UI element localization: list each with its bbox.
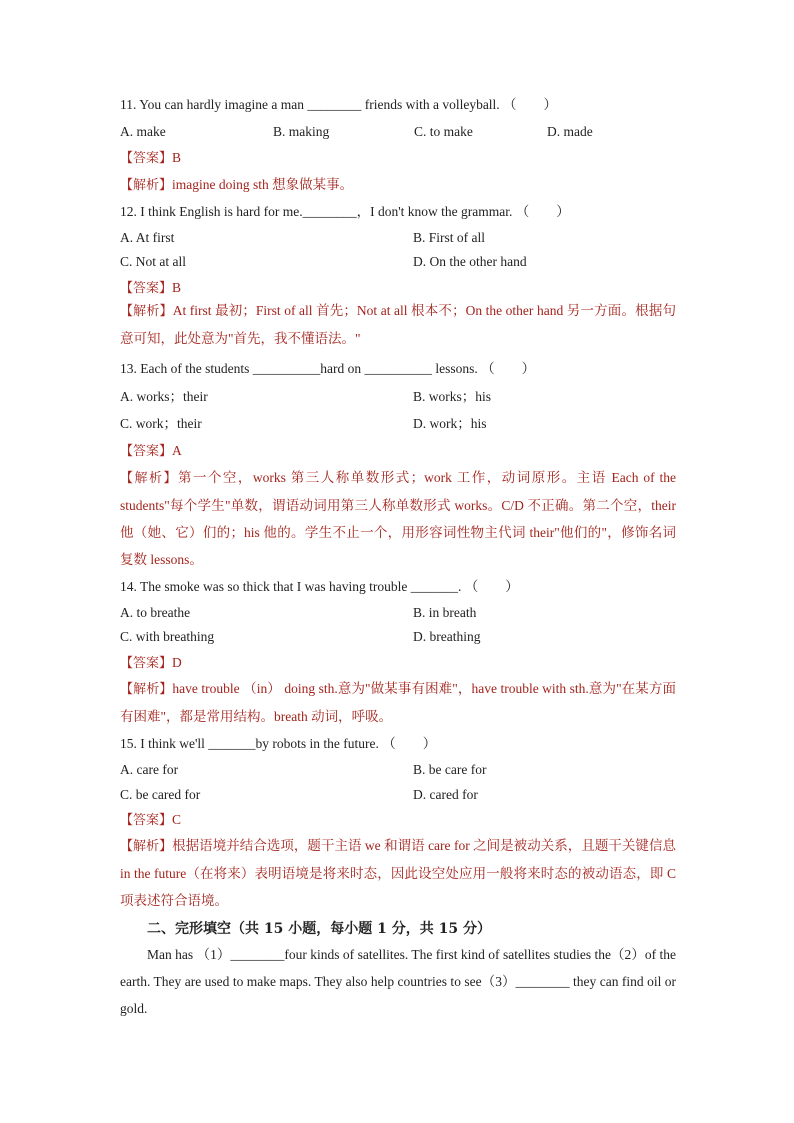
- q13-option-a: A. works；their: [120, 389, 208, 404]
- q11-analysis: [120, 176, 353, 195]
- q14-option-c: C. with breathing: [120, 629, 215, 644]
- question-13-stem: 13. Each of the students __________hard on __________ lessons. （ ）: [120, 361, 536, 376]
- q12-option-d: D. On the other hand: [413, 254, 527, 269]
- question-14-stem: 14. The smoke was so thick that I was having trouble _______. （ ）: [120, 579, 519, 594]
- answer-value: C: [172, 812, 182, 827]
- analysis-label: 【解析】: [120, 178, 173, 193]
- q13-analysis: [120, 464, 676, 573]
- answer-label: 【答案】: [120, 813, 173, 828]
- question-15-stem: 15. I think we'll _______by robots in the future. （ ）: [120, 736, 437, 751]
- section-heading: 二、完形填空（共 15 小题，每小题 1 分，共 15 分）: [147, 921, 491, 937]
- cloze-passage: Man has （1）________four kinds of satellites. The first kind of satellites studies the（2）of the earth. They are used to make maps. They also help countries to see（3）________ they can find oil or gold.: [120, 947, 676, 1016]
- answer-value: A: [172, 443, 182, 458]
- answer-label: 【答案】: [120, 444, 173, 459]
- q12-option-b: B. First of all: [413, 230, 486, 245]
- question-11-stem: 11. You can hardly imagine a man ________ friends with a volleyball. （ ）: [120, 97, 558, 112]
- q15-answer: [120, 811, 181, 830]
- q13-answer: [120, 442, 182, 461]
- analysis-text: have trouble （in） doing sth.意为"做某事有困难"，have trouble with sth.意为"在某方面有困难"，都是常用结构。breath 动词，呼吸。: [120, 681, 676, 724]
- q12-option-a: A. At first: [120, 230, 175, 245]
- answer-value: B: [172, 150, 182, 165]
- q11-answer: [120, 149, 181, 168]
- answer-label: 【答案】: [120, 151, 173, 166]
- analysis-label: 【解析】: [120, 304, 173, 319]
- q14-option-b: B. in breath: [413, 605, 477, 620]
- q13-option-d: D. work；his: [413, 416, 487, 431]
- answer-label: 【答案】: [120, 281, 173, 296]
- question-12-stem: 12. I think English is hard for me.________，I don't know the grammar. （ ）: [120, 204, 570, 219]
- q12-option-c: C. Not at all: [120, 254, 186, 269]
- q11-option-a: A. make: [120, 124, 166, 139]
- q14-option-a: A. to breathe: [120, 605, 191, 620]
- q11-option-c: C. to make: [414, 124, 473, 139]
- analysis-text: imagine doing sth 想象做某事。: [172, 177, 354, 192]
- answer-value: B: [172, 280, 182, 295]
- answer-label: 【答案】: [120, 656, 173, 671]
- analysis-text: At first 最初；First of all 首先；Not at all 根本不；On the other hand 另一方面。根据句意可知，此处意为"首先，我不懂语法。": [120, 303, 676, 346]
- q15-option-d: D. cared for: [413, 787, 478, 802]
- q11-option-d: D. made: [547, 124, 593, 139]
- q13-option-c: C. work；their: [120, 416, 202, 431]
- q15-analysis: [120, 832, 676, 914]
- q14-answer: [120, 654, 182, 673]
- q12-answer: [120, 279, 181, 298]
- q11-option-b: B. making: [273, 124, 330, 139]
- q13-option-b: B. works；his: [413, 389, 492, 404]
- analysis-text: 根据语境并结合选项，题干主语 we 和谓语 care for 之间是被动关系，且题干关键信息 in the future（在将来）表明语境是将来时态，因此设空处应用一般将来时态的被动语态，即 C 项表述符合语境。: [120, 838, 676, 908]
- q14-analysis: [120, 675, 676, 730]
- q15-option-a: A. care for: [120, 762, 179, 777]
- analysis-text: 第一个空，works 第三人称单数形式；work 工作，动词原形。主语 Each of the students"每个学生"单数，谓语动词用第三人称单数形式 works。C/D 不正确。第二个空，their 他（她、它）们的；his 他的。学生不止一个，用形容词性物主代词 their"他们的"，修饰名词复数 lessons。: [120, 470, 676, 567]
- answer-value: D: [172, 655, 182, 670]
- analysis-label: 【解析】: [120, 839, 173, 854]
- q15-option-c: C. be cared for: [120, 787, 201, 802]
- analysis-label: 【解析】: [120, 471, 178, 486]
- q12-analysis: [120, 297, 676, 352]
- q14-option-d: D. breathing: [413, 629, 481, 644]
- analysis-label: 【解析】: [120, 682, 173, 697]
- q15-option-b: B. be care for: [413, 762, 487, 777]
